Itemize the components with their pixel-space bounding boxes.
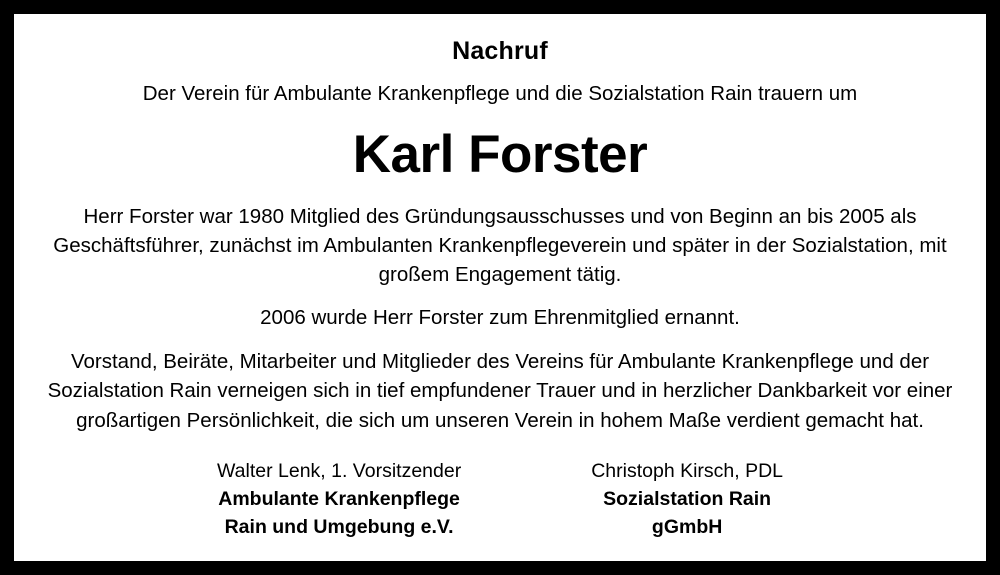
signatory-organization-line-1: Ambulante Krankenpflege [218,487,460,510]
obituary-notice-content [14,14,986,561]
notice-body [44,202,956,449]
signatory-organization-line-2: gGmbH [651,516,723,539]
signature-block [44,457,956,542]
signatory-person: Walter Lenk, 1. Vorsitzender [216,459,462,482]
notice-heading: Nachruf [452,37,548,65]
notice-paragraph: Vorstand, Beiräte, Mitarbeiter und Mitglieder des Vereins für Ambulante Krankenpflege und der Sozialstation Rain verneigen sich in tief empfundener Trauer und in herzlicher Dankbarkeit vor einer großartigen Persönlichkeit, die sich um unseren Verein in hohem Maße verdient gemacht hat. [47,350,953,432]
notice-intro-text: Der Verein für Ambulante Krankenpflege und die Sozialstation Rain trauern um [142,82,858,105]
signatory-person: Christoph Kirsch, PDL [591,459,784,482]
obituary-notice-frame [14,14,986,561]
notice-paragraph: 2006 wurde Herr Forster zum Ehrenmitglied ernannt. [260,306,740,330]
deceased-name: Karl Forster [352,124,648,184]
signature-left [217,457,461,542]
signature-right [591,457,783,542]
notice-paragraph: Herr Forster war 1980 Mitglied des Gründungsausschusses und von Beginn an bis 2005 als Geschäftsführer, zunächst im Ambulanten Krankenpflegeverein und später in der Sozialstation, mit großem Engagement tätig. [53,204,947,287]
signatory-organization-line-2: Rain und Umgebung e.V. [224,516,454,539]
signatory-organization-line-1: Sozialstation Rain [603,487,772,510]
